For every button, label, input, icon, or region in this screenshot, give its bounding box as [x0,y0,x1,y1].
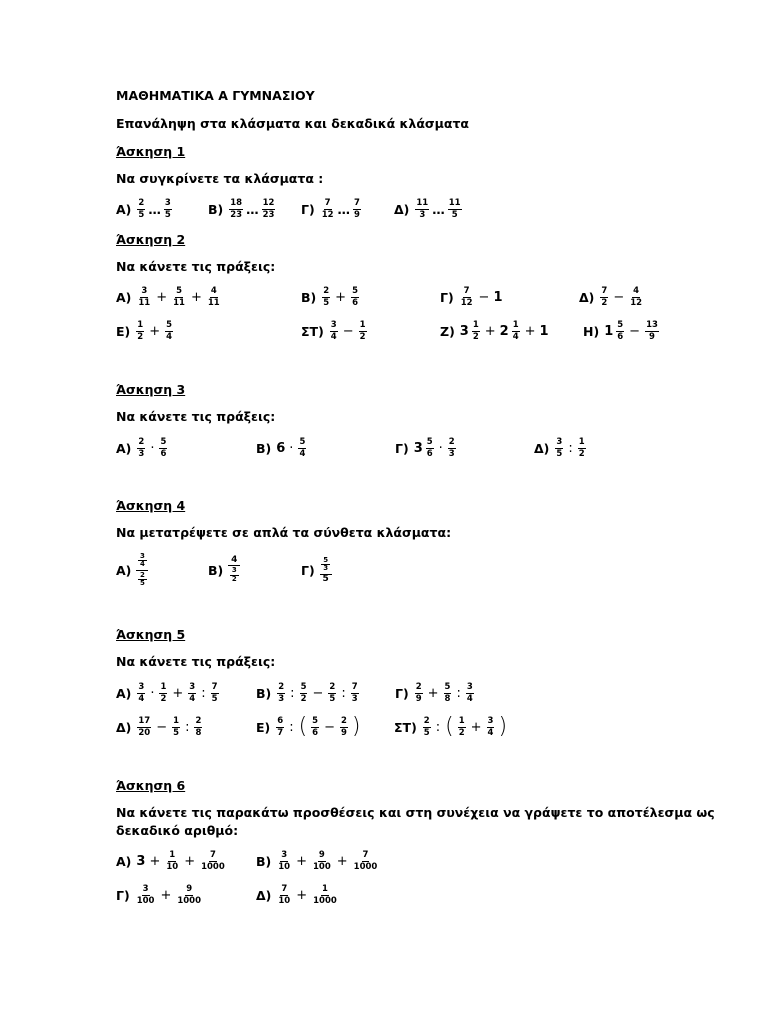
exercise-2-instruction: Να κάνετε τις πράξεις: [116,259,276,274]
ex5-item-st: ΣΤ) 2 5 : ( 1 2 + $\frac{3}{4}$ ) [394,714,508,739]
ex6-item-b: Β) 3 10 + $\frac{9}{100}$ + $\frac{7}{1000}$ [256,849,378,872]
ex6-item-a: Α) 3 + $\frac{1}{10}$ + $\frac{7}{1000}$ [116,849,225,872]
ex1-item-c: Γ) 7 12 … 7 9 [301,197,360,220]
ex3-item-a: Α) 2 3 · 5 6 [116,436,167,459]
ex1-item-a: Α) 2 5 … 3 5 [116,197,171,220]
exercise-3-heading: Άσκηση 3 [116,382,186,397]
ex5-item-e: Ε) 6 7 : ( 5 6 − $\frac{2}{9}$ ) [256,714,361,739]
exercise-4-heading: Άσκηση 4 [116,498,186,513]
ex6-item-c: Γ) 3 100 + $\frac{9}{1000}$ [116,883,202,906]
ex3-item-d: Δ) 3 5 : 1 2 [534,436,585,459]
exercise-4-instruction: Να μετατρέψετε σε απλά τα σύνθετα κλάσματα: [116,525,452,540]
ex2-item-h: Η) 1 5 6 − $\frac{13}{9}$ [583,319,658,342]
page-title: ΜΑΘΗΜΑΤΙΚΑ Α ΓΥΜΝΑΣΙΟΥ [116,88,315,103]
complex-fraction-c: 5 3 5 [320,557,332,584]
exercise-2-heading: Άσκηση 2 [116,232,186,247]
exercise-6-heading: Άσκηση 6 [116,778,186,793]
ex4-item-b: Β) 4 3 2 [208,557,240,583]
ex2-item-a: Α) 3 11 + $\frac{5}{11}$ + $\frac{4}{11}$ [116,285,220,308]
ex2-item-d: Δ) 7 2 − $\frac{4}{12}$ [579,285,643,308]
ex3-item-b: Β) 6 · 5 4 [256,436,306,459]
ex2-item-e: Ε) 1 2 + $\frac{5}{4}$ [116,319,173,342]
ex5-item-d: Δ) 17 20 − $\frac{1}{5}$ : 2 8 [116,715,202,738]
ex2-item-st: ΣΤ) 3 4 − $\frac{1}{2}$ [301,319,366,342]
exercise-5-instruction: Να κάνετε τις πράξεις: [116,654,276,669]
ex2-item-z: Ζ) 3 1 2 + 2 1 4 + 1 [440,319,549,342]
ex5-item-a: Α) 3 4 · 1 2 + $\frac{3}{4}$ : 7 5 [116,681,218,704]
exercise-1-instruction: Να συγκρίνετε τα κλάσματα : [116,171,324,186]
ex2-item-c: Γ) 7 12 − 1 [440,285,503,308]
ex2-item-b: Β) 2 5 + $\frac{5}{6}$ [301,285,358,308]
ex5-item-c: Γ) 2 9 + $\frac{5}{8}$ : 3 4 [395,681,473,704]
exercise-1-heading: Άσκηση 1 [116,144,186,159]
complex-fraction-b: 4 3 2 [228,557,240,584]
exercise-6-instruction-line1: Να κάνετε τις παρακάτω προσθέσεις και στη συνέχεια να γράψετε το αποτέλεσμα ως [116,805,715,820]
page-subtitle: Επανάληψη στα κλάσματα και δεκαδικά κλάσματα [116,116,470,131]
ex1-item-d: Δ) 11 3 … 11 5 [394,197,461,220]
ex4-item-c: Γ) 5 3 5 [301,557,332,583]
exercise-6-instruction-line2: δεκαδικό αριθμό: [116,823,239,838]
ex1-item-b: Β) 18 23 … 12 23 [208,197,275,220]
exercise-5-heading: Άσκηση 5 [116,627,186,642]
ex6-item-d: Δ) 7 10 + $\frac{1}{1000}$ [256,883,337,906]
exercise-3-instruction: Να κάνετε τις πράξεις: [116,409,276,424]
ex5-item-b: Β) 2 3 : 5 2 − $\frac{2}{5}$ : 7 3 [256,681,358,704]
ex3-item-c: Γ) 3 5 6 · 2 3 [395,436,455,459]
ex4-item-a: Α) 3 4 2 5 [116,557,148,583]
complex-fraction-a: 3 4 2 5 [136,553,148,588]
